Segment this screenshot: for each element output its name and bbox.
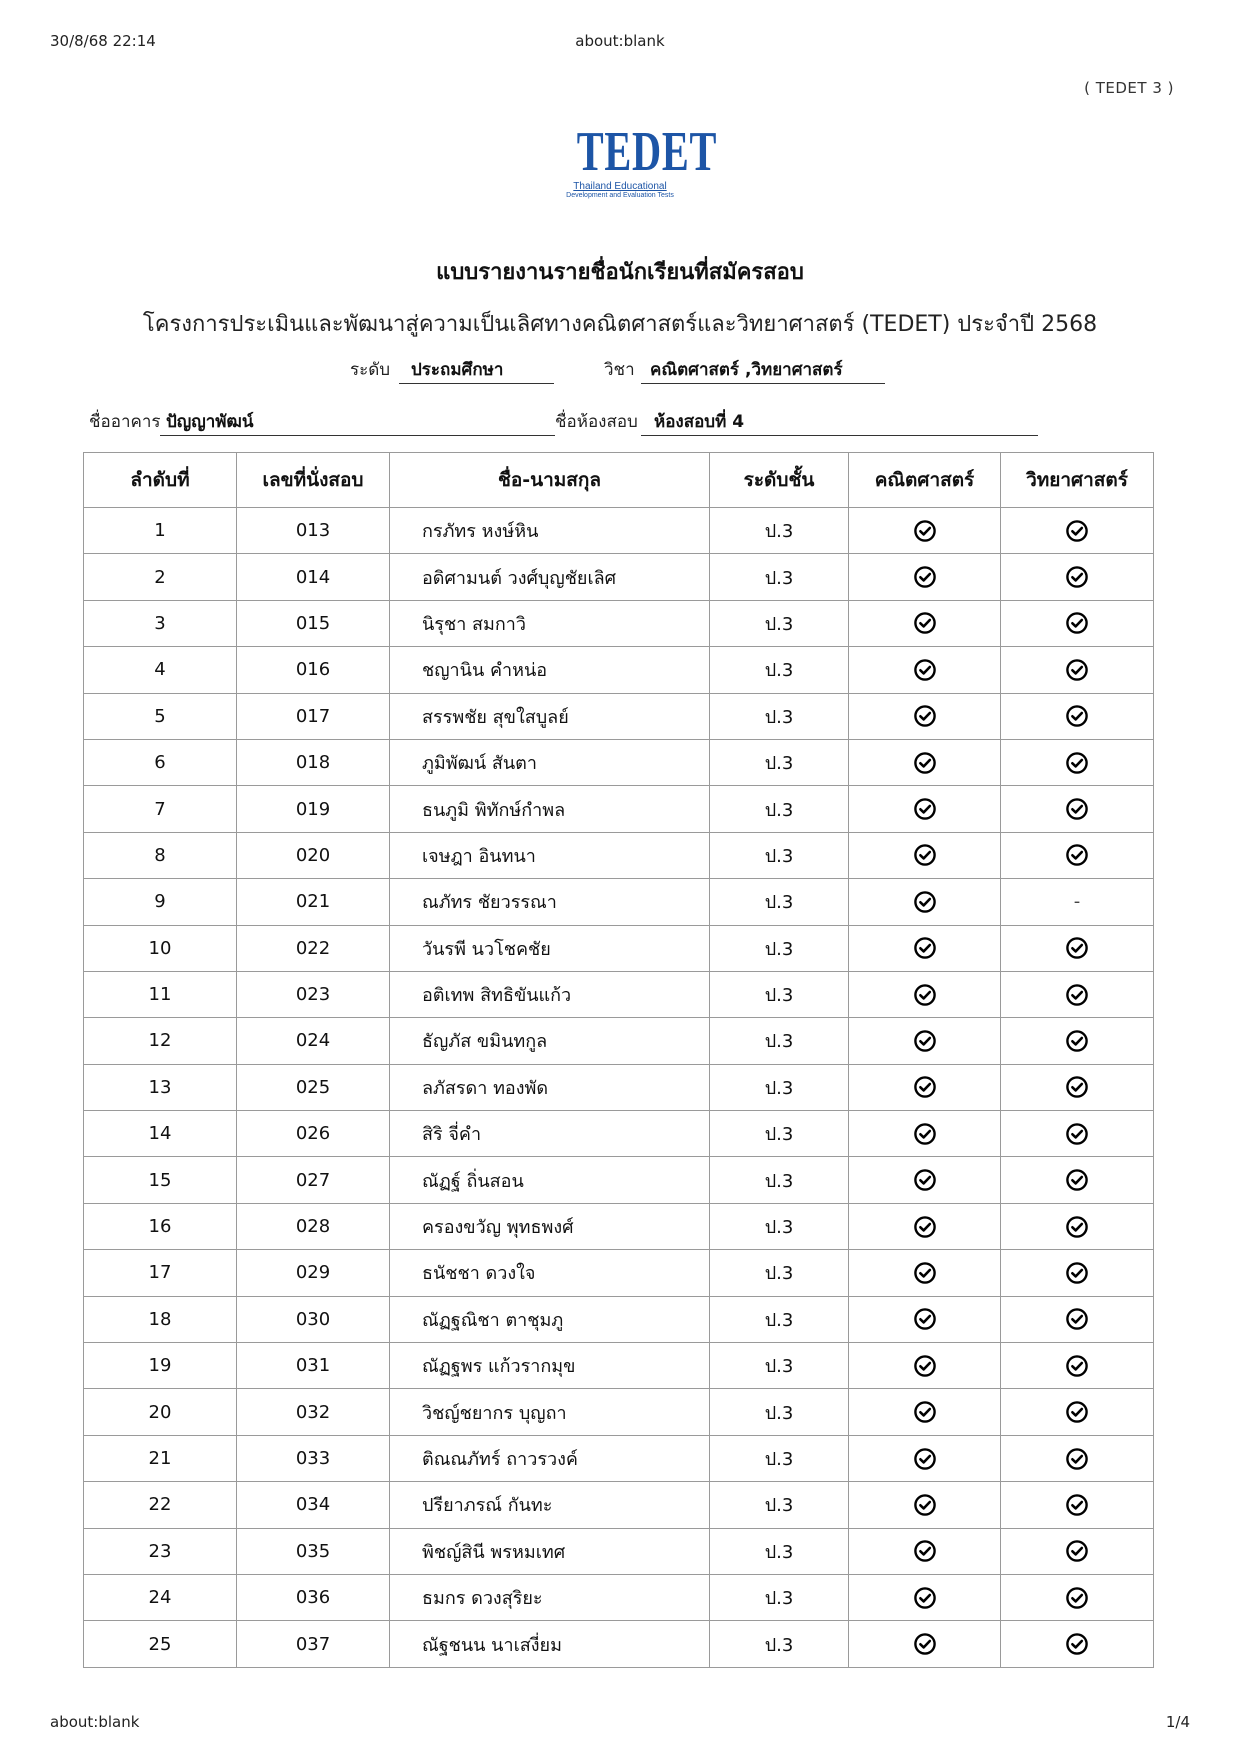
footer-url: about:blank bbox=[50, 1713, 140, 1731]
cell-grade: ป.3 bbox=[710, 1528, 849, 1574]
cell-science bbox=[1001, 1064, 1154, 1110]
cell-name: วิชญ์ชยากร บุญถา bbox=[390, 1389, 710, 1435]
level-label: ระดับ bbox=[350, 360, 391, 380]
cell-grade: ป.3 bbox=[710, 1157, 849, 1203]
cell-no: 13 bbox=[84, 1064, 237, 1110]
table-row bbox=[84, 1203, 1154, 1249]
col-header-math: คณิตศาสตร์ bbox=[849, 453, 1001, 508]
cell-science bbox=[1001, 739, 1154, 785]
cell-no: 11 bbox=[84, 971, 237, 1017]
cell-no: 24 bbox=[84, 1574, 237, 1620]
cell-math bbox=[849, 1018, 1001, 1064]
cell-math bbox=[849, 925, 1001, 971]
cell-grade: ป.3 bbox=[710, 1250, 849, 1296]
cell-name: พิชญ์สินี พรหมเทศ bbox=[390, 1528, 710, 1574]
cell-grade: ป.3 bbox=[710, 1018, 849, 1064]
check-circle-icon bbox=[1065, 565, 1089, 589]
cell-seat: 020 bbox=[237, 832, 390, 878]
cell-science bbox=[1001, 925, 1154, 971]
cell-grade: ป.3 bbox=[710, 693, 849, 739]
table-row bbox=[84, 1064, 1154, 1110]
tedet-logo bbox=[560, 121, 718, 200]
cell-no: 12 bbox=[84, 1018, 237, 1064]
check-circle-icon bbox=[913, 751, 937, 775]
table-body bbox=[84, 508, 1154, 1668]
cell-name: ธมกร ดวงสุริยะ bbox=[390, 1574, 710, 1620]
cell-seat: 025 bbox=[237, 1064, 390, 1110]
cell-no: 18 bbox=[84, 1296, 237, 1342]
check-circle-icon bbox=[913, 1168, 937, 1192]
check-circle-icon bbox=[913, 797, 937, 821]
cell-grade: ป.3 bbox=[710, 1389, 849, 1435]
cell-name: อติเทพ สิทธิขันแก้ว bbox=[390, 971, 710, 1017]
check-circle-icon bbox=[1065, 611, 1089, 635]
cell-no: 16 bbox=[84, 1203, 237, 1249]
cell-science bbox=[1001, 1343, 1154, 1389]
cell-science bbox=[1001, 1528, 1154, 1574]
check-circle-icon bbox=[1065, 1122, 1089, 1146]
cell-seat: 014 bbox=[237, 554, 390, 600]
cell-no: 8 bbox=[84, 832, 237, 878]
cell-seat: 021 bbox=[237, 879, 390, 925]
logo-wordmark: TEDET bbox=[576, 121, 718, 183]
cell-science bbox=[1001, 1621, 1154, 1667]
cell-math bbox=[849, 600, 1001, 646]
logo-tagline-sub: Development and Evaluation Tests bbox=[566, 192, 674, 199]
cell-grade: ป.3 bbox=[710, 647, 849, 693]
table-header-row bbox=[84, 453, 1154, 508]
student-roster-table bbox=[83, 452, 1154, 1668]
table-row bbox=[84, 1482, 1154, 1528]
cell-seat: 037 bbox=[237, 1621, 390, 1667]
cell-math bbox=[849, 1528, 1001, 1574]
cell-seat: 029 bbox=[237, 1250, 390, 1296]
check-circle-icon bbox=[1065, 797, 1089, 821]
cell-math bbox=[849, 1157, 1001, 1203]
table-row bbox=[84, 1343, 1154, 1389]
cell-no: 5 bbox=[84, 693, 237, 739]
table-row bbox=[84, 600, 1154, 646]
table-row bbox=[84, 925, 1154, 971]
not-registered-dash: - bbox=[1073, 891, 1081, 913]
cell-science bbox=[1001, 1018, 1154, 1064]
cell-seat: 017 bbox=[237, 693, 390, 739]
cell-name: ภูมิพัฒน์ สันตา bbox=[390, 739, 710, 785]
cell-name: สิริ จี่คำ bbox=[390, 1111, 710, 1157]
table-row bbox=[84, 1250, 1154, 1296]
cell-grade: ป.3 bbox=[710, 1203, 849, 1249]
table-row bbox=[84, 554, 1154, 600]
cell-math bbox=[849, 647, 1001, 693]
cell-name: ณัฏฐพร แก้วรากมุข bbox=[390, 1343, 710, 1389]
cell-grade: ป.3 bbox=[710, 1621, 849, 1667]
cell-name: ณัฐชนน นาเสงี่ยม bbox=[390, 1621, 710, 1667]
check-circle-icon bbox=[1065, 1447, 1089, 1471]
cell-name: วันรพี นวโชคชัย bbox=[390, 925, 710, 971]
cell-math bbox=[849, 832, 1001, 878]
document-subtitle: โครงการประเมินและพัฒนาสู่ความเป็นเลิศทางคณิตศาสตร์และวิทยาศาสตร์ (TEDET) ประจำปี 2568 bbox=[142, 312, 1098, 337]
table-row bbox=[84, 1574, 1154, 1620]
check-circle-icon bbox=[1065, 1586, 1089, 1610]
cell-grade: ป.3 bbox=[710, 600, 849, 646]
check-circle-icon bbox=[913, 1586, 937, 1610]
cell-seat: 019 bbox=[237, 786, 390, 832]
table-row bbox=[84, 1018, 1154, 1064]
check-circle-icon bbox=[913, 1075, 937, 1099]
building-underline bbox=[160, 435, 555, 436]
cell-no: 20 bbox=[84, 1389, 237, 1435]
cell-math bbox=[849, 879, 1001, 925]
cell-grade: ป.3 bbox=[710, 832, 849, 878]
level-underline bbox=[399, 383, 554, 384]
cell-math bbox=[849, 739, 1001, 785]
check-circle-icon bbox=[913, 1029, 937, 1053]
cell-name: ณัฏฐ์ ถิ่นสอน bbox=[390, 1157, 710, 1203]
cell-name: ติณณภัทร์ ถาวรวงค์ bbox=[390, 1435, 710, 1481]
cell-grade: ป.3 bbox=[710, 971, 849, 1017]
print-datetime: 30/8/68 22:14 bbox=[50, 32, 156, 50]
check-circle-icon bbox=[1065, 1632, 1089, 1656]
check-circle-icon bbox=[913, 1307, 937, 1331]
page-number: 1/4 bbox=[1165, 1713, 1190, 1731]
check-circle-icon bbox=[1065, 1215, 1089, 1239]
cell-science bbox=[1001, 832, 1154, 878]
form-code: ( TEDET 3 ) bbox=[1084, 79, 1174, 97]
check-circle-icon bbox=[1065, 1354, 1089, 1378]
print-url: about:blank bbox=[575, 32, 665, 50]
table-row bbox=[84, 971, 1154, 1017]
cell-no: 1 bbox=[84, 508, 237, 554]
cell-math bbox=[849, 786, 1001, 832]
table-row bbox=[84, 786, 1154, 832]
check-circle-icon bbox=[913, 704, 937, 728]
check-circle-icon bbox=[913, 1539, 937, 1563]
cell-name: อดิศามนต์ วงศ์บุญชัยเลิศ bbox=[390, 554, 710, 600]
level-value: ประถมศึกษา bbox=[411, 360, 504, 380]
check-circle-icon bbox=[1065, 1539, 1089, 1563]
cell-no: 7 bbox=[84, 786, 237, 832]
table-row bbox=[84, 693, 1154, 739]
cell-grade: ป.3 bbox=[710, 1064, 849, 1110]
cell-math bbox=[849, 1343, 1001, 1389]
cell-seat: 026 bbox=[237, 1111, 390, 1157]
table-row bbox=[84, 1528, 1154, 1574]
cell-seat: 033 bbox=[237, 1435, 390, 1481]
cell-name: ธนัชชา ดวงใจ bbox=[390, 1250, 710, 1296]
col-header-science: วิทยาศาสตร์ bbox=[1001, 453, 1154, 508]
check-circle-icon bbox=[913, 936, 937, 960]
cell-science bbox=[1001, 1250, 1154, 1296]
room-label: ชื่อห้องสอบ bbox=[555, 412, 638, 432]
cell-seat: 022 bbox=[237, 925, 390, 971]
cell-science bbox=[1001, 1482, 1154, 1528]
cell-math bbox=[849, 1621, 1001, 1667]
table-row bbox=[84, 879, 1154, 925]
cell-grade: ป.3 bbox=[710, 925, 849, 971]
document-title: แบบรายงานรายชื่อนักเรียนที่สมัครสอบ bbox=[436, 260, 804, 285]
check-circle-icon bbox=[913, 1400, 937, 1424]
cell-grade: ป.3 bbox=[710, 1343, 849, 1389]
check-circle-icon bbox=[1065, 1075, 1089, 1099]
cell-math bbox=[849, 1296, 1001, 1342]
cell-no: 17 bbox=[84, 1250, 237, 1296]
check-circle-icon bbox=[1065, 1400, 1089, 1424]
table-row bbox=[84, 508, 1154, 554]
cell-seat: 030 bbox=[237, 1296, 390, 1342]
cell-grade: ป.3 bbox=[710, 1296, 849, 1342]
cell-math bbox=[849, 1482, 1001, 1528]
cell-science bbox=[1001, 1203, 1154, 1249]
subject-value: คณิตศาสตร์ ,วิทยาศาสตร์ bbox=[650, 360, 843, 380]
check-circle-icon bbox=[1065, 658, 1089, 682]
check-circle-icon bbox=[1065, 519, 1089, 543]
cell-science bbox=[1001, 1574, 1154, 1620]
cell-grade: ป.3 bbox=[710, 1111, 849, 1157]
cell-seat: 018 bbox=[237, 739, 390, 785]
cell-name: เจษฎา อินทนา bbox=[390, 832, 710, 878]
cell-seat: 015 bbox=[237, 600, 390, 646]
cell-grade: ป.3 bbox=[710, 508, 849, 554]
cell-no: 2 bbox=[84, 554, 237, 600]
cell-name: ปรียาภรณ์ กันทะ bbox=[390, 1482, 710, 1528]
check-circle-icon bbox=[913, 519, 937, 543]
cell-seat: 016 bbox=[237, 647, 390, 693]
table-row bbox=[84, 1621, 1154, 1667]
check-circle-icon bbox=[913, 843, 937, 867]
building-label: ชื่ออาคาร bbox=[89, 412, 161, 432]
check-circle-icon bbox=[1065, 843, 1089, 867]
table-row bbox=[84, 739, 1154, 785]
check-circle-icon bbox=[913, 1122, 937, 1146]
cell-science bbox=[1001, 693, 1154, 739]
check-circle-icon bbox=[913, 890, 937, 914]
table-row bbox=[84, 1435, 1154, 1481]
check-circle-icon bbox=[1065, 704, 1089, 728]
check-circle-icon bbox=[913, 983, 937, 1007]
table-row bbox=[84, 832, 1154, 878]
cell-name: ลภัสรดา ทองพัด bbox=[390, 1064, 710, 1110]
cell-name: ธนภูมิ พิทักษ์กำพล bbox=[390, 786, 710, 832]
cell-no: 15 bbox=[84, 1157, 237, 1203]
room-value: ห้องสอบที่ 4 bbox=[654, 412, 745, 432]
check-circle-icon bbox=[913, 1493, 937, 1517]
cell-grade: ป.3 bbox=[710, 554, 849, 600]
cell-no: 6 bbox=[84, 739, 237, 785]
cell-math bbox=[849, 1435, 1001, 1481]
cell-science bbox=[1001, 1389, 1154, 1435]
table-row bbox=[84, 1389, 1154, 1435]
cell-math bbox=[849, 1574, 1001, 1620]
check-circle-icon bbox=[1065, 1261, 1089, 1285]
cell-name: ครองขวัญ พุทธพงศ์ bbox=[390, 1203, 710, 1249]
cell-math bbox=[849, 508, 1001, 554]
cell-science bbox=[1001, 508, 1154, 554]
cell-science bbox=[1001, 1111, 1154, 1157]
cell-no: 3 bbox=[84, 600, 237, 646]
check-circle-icon bbox=[913, 1632, 937, 1656]
cell-grade: ป.3 bbox=[710, 786, 849, 832]
logo-tagline: Thailand Educational bbox=[573, 181, 667, 192]
cell-seat: 023 bbox=[237, 971, 390, 1017]
cell-math bbox=[849, 693, 1001, 739]
check-circle-icon bbox=[1065, 1307, 1089, 1331]
col-header-name: ชื่อ-นามสกุล bbox=[390, 453, 710, 508]
cell-seat: 034 bbox=[237, 1482, 390, 1528]
check-circle-icon bbox=[1065, 1029, 1089, 1053]
check-circle-icon bbox=[913, 611, 937, 635]
cell-math bbox=[849, 1064, 1001, 1110]
cell-grade: ป.3 bbox=[710, 739, 849, 785]
table-row bbox=[84, 647, 1154, 693]
check-circle-icon bbox=[913, 658, 937, 682]
cell-science bbox=[1001, 879, 1154, 925]
cell-name: นิรุชา สมกาวิ bbox=[390, 600, 710, 646]
cell-seat: 036 bbox=[237, 1574, 390, 1620]
cell-math bbox=[849, 554, 1001, 600]
cell-no: 21 bbox=[84, 1435, 237, 1481]
cell-no: 23 bbox=[84, 1528, 237, 1574]
check-circle-icon bbox=[1065, 1168, 1089, 1192]
cell-no: 10 bbox=[84, 925, 237, 971]
cell-grade: ป.3 bbox=[710, 879, 849, 925]
cell-seat: 032 bbox=[237, 1389, 390, 1435]
check-circle-icon bbox=[913, 1261, 937, 1285]
cell-science bbox=[1001, 600, 1154, 646]
cell-science bbox=[1001, 1157, 1154, 1203]
cell-grade: ป.3 bbox=[710, 1482, 849, 1528]
cell-no: 9 bbox=[84, 879, 237, 925]
cell-no: 25 bbox=[84, 1621, 237, 1667]
cell-science bbox=[1001, 786, 1154, 832]
room-underline bbox=[641, 435, 1038, 436]
building-value: ปัญญาพัฒน์ bbox=[166, 412, 254, 432]
cell-no: 19 bbox=[84, 1343, 237, 1389]
cell-seat: 013 bbox=[237, 508, 390, 554]
table-row bbox=[84, 1111, 1154, 1157]
col-header-no: ลำดับที่ bbox=[84, 453, 237, 508]
cell-name: ณภัทร ชัยวรรณา bbox=[390, 879, 710, 925]
check-circle-icon bbox=[1065, 936, 1089, 960]
cell-science bbox=[1001, 1296, 1154, 1342]
cell-science bbox=[1001, 971, 1154, 1017]
cell-no: 4 bbox=[84, 647, 237, 693]
cell-name: ชญานิน คำหน่อ bbox=[390, 647, 710, 693]
cell-seat: 035 bbox=[237, 1528, 390, 1574]
col-header-seat: เลขที่นั่งสอบ bbox=[237, 453, 390, 508]
cell-math bbox=[849, 1389, 1001, 1435]
subject-label: วิชา bbox=[604, 360, 635, 380]
cell-seat: 027 bbox=[237, 1157, 390, 1203]
check-circle-icon bbox=[913, 1447, 937, 1471]
cell-math bbox=[849, 1203, 1001, 1249]
subject-underline bbox=[641, 383, 885, 384]
table-row bbox=[84, 1296, 1154, 1342]
cell-science bbox=[1001, 1435, 1154, 1481]
cell-grade: ป.3 bbox=[710, 1574, 849, 1620]
cell-seat: 028 bbox=[237, 1203, 390, 1249]
cell-name: ณัฏฐณิชา ตาชุมภู bbox=[390, 1296, 710, 1342]
col-header-grade: ระดับชั้น bbox=[710, 453, 849, 508]
check-circle-icon bbox=[913, 565, 937, 589]
cell-name: ธัญภัส ขมินทกูล bbox=[390, 1018, 710, 1064]
table-row bbox=[84, 1157, 1154, 1203]
check-circle-icon bbox=[913, 1215, 937, 1239]
cell-seat: 031 bbox=[237, 1343, 390, 1389]
check-circle-icon bbox=[913, 1354, 937, 1378]
cell-no: 22 bbox=[84, 1482, 237, 1528]
cell-seat: 024 bbox=[237, 1018, 390, 1064]
cell-grade: ป.3 bbox=[710, 1435, 849, 1481]
check-circle-icon bbox=[1065, 983, 1089, 1007]
cell-name: กรภัทร หงษ์หิน bbox=[390, 508, 710, 554]
cell-science bbox=[1001, 647, 1154, 693]
check-circle-icon bbox=[1065, 1493, 1089, 1517]
cell-math bbox=[849, 971, 1001, 1017]
cell-name: สรรพชัย สุขใสบูลย์ bbox=[390, 693, 710, 739]
cell-science bbox=[1001, 554, 1154, 600]
cell-math bbox=[849, 1111, 1001, 1157]
cell-math bbox=[849, 1250, 1001, 1296]
check-circle-icon bbox=[1065, 751, 1089, 775]
cell-no: 14 bbox=[84, 1111, 237, 1157]
